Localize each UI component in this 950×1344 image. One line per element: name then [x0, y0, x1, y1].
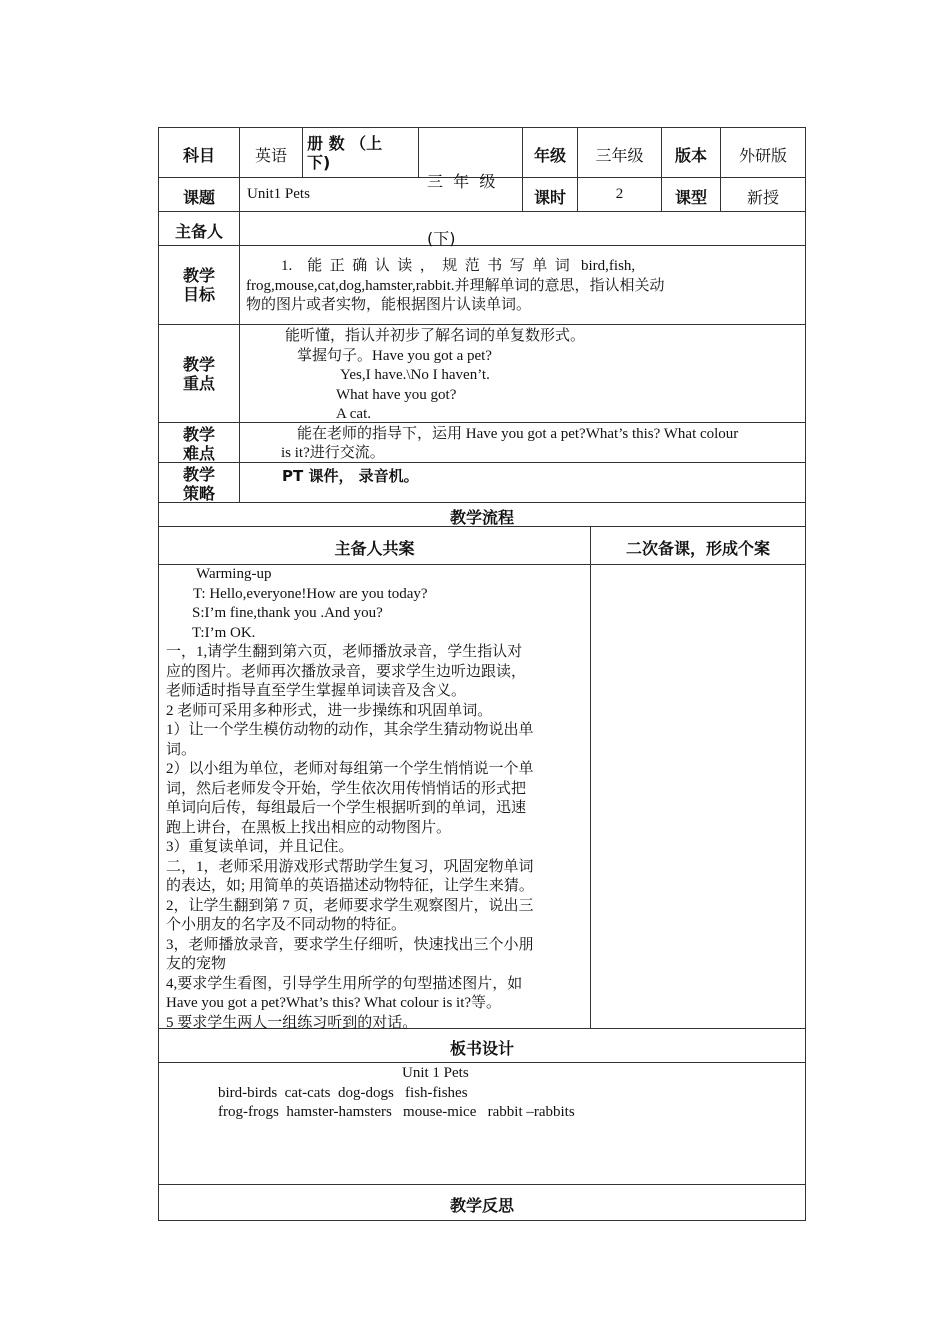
volume-value-line2: (下): [427, 229, 456, 248]
preparer-label: 主备人: [174, 222, 223, 241]
reflection-title: 教学反思: [449, 1196, 514, 1215]
hours-label: 课时: [533, 188, 566, 207]
flow-line: T: Hello,everyone!How are you today?: [193, 585, 428, 602]
topic-value: Unit1 Pets: [247, 186, 310, 202]
flow-line: 跑上讲台，在黑板上找出相应的动物图片。: [166, 819, 452, 836]
key-points-line-2: 掌握句子。Have you got a pet?: [297, 347, 492, 364]
volume-value: [427, 134, 522, 267]
volume-label-line1: 册 数 （上: [307, 134, 383, 153]
key-points-line-4: What have you got?: [336, 386, 457, 403]
flow-line: 单词向后传，每组最后一个学生根据听到的单词，迅速: [166, 800, 527, 816]
board-line-3: frog-frogs hamster-hamsters mouse-mice rabbit –rabbits: [218, 1104, 575, 1120]
board-line-1: Unit 1 Pets: [402, 1065, 469, 1081]
grade-label: 年级: [533, 146, 566, 165]
flow-line: 老师适时指导直至学生掌握单词读音及含义。: [166, 683, 467, 699]
flow-line: 1）让一个学生模仿动物的动作，其余学生猜动物说出单: [166, 722, 534, 738]
flow-line: 二，1，老师采用游戏形式帮助学生复习，巩固宠物单词: [166, 858, 534, 875]
volume-label: [307, 134, 417, 172]
volume-value-line1: 三 年 级: [427, 172, 496, 191]
subject-label: 科目: [182, 146, 215, 165]
flow-content: [166, 565, 586, 1033]
volume-label-line2: 下): [307, 153, 331, 172]
flow-line: Warming-up: [196, 566, 272, 582]
flow-line: 3）重复读单词，并且记住。: [166, 839, 354, 855]
board-line-2: bird-birds cat-cats dog-dogs fish-fishes: [218, 1084, 468, 1101]
flow-line: 个小朋友的名字及不同动物的特征。: [166, 917, 407, 933]
flow-line: T:I’m OK.: [192, 624, 256, 641]
objectives-line-1: 1. 能 正 确 认 读 ， 规 范 书 写 单 词 bird,fish,: [281, 258, 636, 274]
key-points-label-line2: 重点: [182, 374, 215, 393]
objectives-line-2: frog,mouse,cat,dog,hamster,rabbit.并理解单词的意思，指认相关动: [246, 277, 665, 294]
board-title: 板书设计: [449, 1039, 514, 1058]
objectives-line-3: 物的图片或者实物，能根据图片认读单词。: [246, 297, 532, 313]
flow-line: 3，老师播放录音，要求学生仔细听，快速找出三个小朋: [166, 936, 534, 953]
objectives-label-line1: 教学: [182, 266, 215, 285]
flow-line: 应的图片。老师再次播放录音，要求学生边听边跟读，: [166, 663, 527, 680]
flow-title: 教学流程: [449, 508, 514, 527]
flow-line: 一，1,请学生翻到第六页，老师播放录音，学生指认对: [166, 644, 523, 660]
key-points-line-1: 能听懂，指认并初步了解名词的单复数形式。: [285, 328, 586, 344]
key-points-line-3: Yes,I have.\No I haven’t.: [340, 367, 490, 383]
key-points-line-5: A cat.: [336, 406, 371, 422]
flow-line: Have you got a pet?What’s this? What colour is it?等。: [166, 995, 502, 1011]
difficulties-label-line2: 难点: [182, 444, 215, 463]
difficulties-line-1: 能在老师的指导下，运用 Have you got a pet?What’s this? What colour: [297, 426, 739, 442]
grade-value: 三年级: [595, 146, 644, 165]
key-points-label: [159, 355, 239, 393]
strategy-label-line2: 策略: [182, 484, 215, 503]
flow-line: 4,要求学生看图，引导学生用所学的句型描述图片，如: [166, 975, 523, 992]
difficulties-label: [159, 425, 239, 463]
edition-value: 外研版: [738, 146, 787, 165]
objectives-label: [159, 266, 239, 304]
objectives-label-line2: 目标: [182, 285, 215, 304]
topic-label: 课题: [182, 188, 215, 207]
flow-line: 词。: [166, 741, 197, 758]
lesson-type-value: 新授: [746, 188, 779, 207]
flow-line: 2，让学生翻到第 7 页，老师要求学生观察图片，说出三: [166, 897, 534, 914]
flow-line: S:I’m fine,thank you .And you?: [192, 605, 383, 621]
flow-col-main: 主备人共案: [334, 539, 415, 558]
flow-line: 2）以小组为单位，老师对每组第一个学生悄悄说一个单: [166, 761, 534, 777]
key-points-label-line1: 教学: [182, 355, 215, 374]
strategy-label-line1: 教学: [182, 465, 215, 484]
difficulties-line-2: is it?进行交流。: [281, 445, 385, 461]
flow-line: 的表达，如; 用简单的英语描述动物特征，让学生来猜。: [166, 878, 534, 894]
hours-value: 2: [615, 186, 624, 202]
strategy-label: [159, 465, 239, 503]
difficulties-label-line1: 教学: [182, 425, 215, 444]
lesson-type-label: 课型: [674, 188, 707, 207]
edition-label: 版本: [674, 146, 707, 165]
flow-col-second: 二次备课，形成个案: [625, 539, 770, 558]
strategy-value: PT 课件， 录音机。: [282, 467, 419, 485]
flow-line: 友的宠物: [166, 956, 227, 972]
flow-line: 词，然后老师发令开始，学生依次用传悄悄话的形式把: [166, 780, 527, 797]
subject-value: 英语: [254, 146, 287, 165]
flow-line: 5 要求学生两人一组练习听到的对话。: [166, 1014, 418, 1031]
flow-line: 2 老师可采用多种形式，进一步操练和巩固单词。: [166, 702, 493, 719]
